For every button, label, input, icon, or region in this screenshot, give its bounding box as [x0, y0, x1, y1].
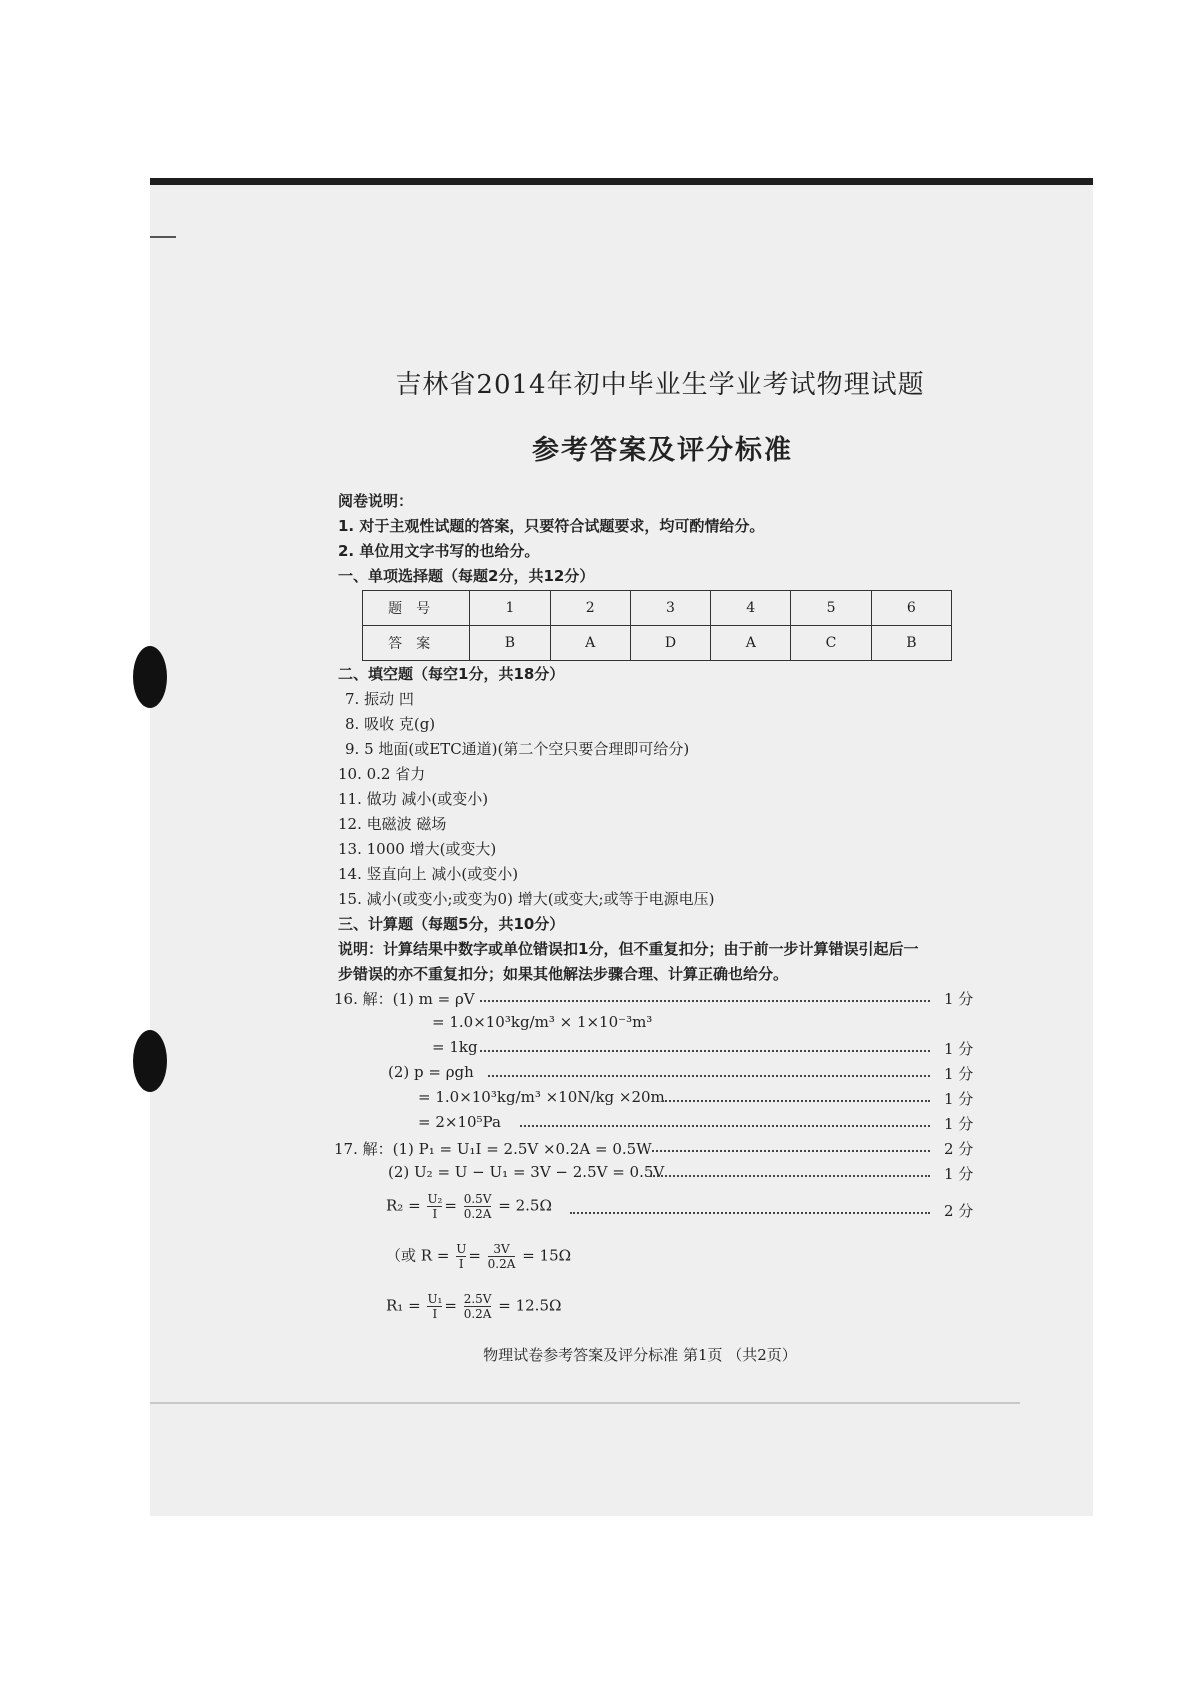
- fill-answer: 10. 0.2 省力: [338, 765, 426, 783]
- table-cell: B: [871, 626, 951, 661]
- leader-dots: [488, 1073, 930, 1077]
- page-footer: 物理试卷参考答案及评分标准 第1页 （共2页）: [483, 1346, 797, 1364]
- table-header-cell: 题号: [363, 591, 470, 626]
- formula-result: = 15Ω: [522, 1246, 572, 1265]
- q16-line: = 1kg: [432, 1038, 478, 1056]
- score-mark: 1 分: [944, 1165, 974, 1183]
- leader-dots: [480, 1048, 930, 1052]
- table-cell: B: [470, 626, 550, 661]
- denominator: 0.2A: [487, 1257, 516, 1271]
- fraction: [456, 1242, 466, 1271]
- denominator: 0.2A: [463, 1207, 492, 1221]
- fill-answer: 13. 1000 增大(或变大): [338, 840, 497, 858]
- formula-lhs: R₁ =: [386, 1296, 421, 1315]
- q16-line: (2) p = ρgh: [388, 1063, 474, 1081]
- fill-answer: 12. 电磁波 磁场: [338, 815, 447, 833]
- numerator: 2.5V: [463, 1292, 492, 1306]
- fraction: [427, 1192, 442, 1221]
- score-mark: 2 分: [944, 1140, 974, 1158]
- calc-note: 步错误的亦不重复扣分；如果其他解法步骤合理、计算正确也给分。: [338, 965, 789, 983]
- formula-lhs: （或 R =: [386, 1246, 450, 1265]
- calc-note: 说明：计算结果中数字或单位错误扣1分，但不重复扣分；由于前一步计算错误引起后一: [338, 940, 919, 958]
- table-header-cell: 答案: [363, 626, 470, 661]
- table-cell: 2: [550, 591, 630, 626]
- leader-dots: [570, 1210, 930, 1214]
- score-mark: 2 分: [944, 1202, 974, 1220]
- numerator: U₂: [427, 1192, 443, 1206]
- table-cell: A: [550, 626, 630, 661]
- table-row: [363, 626, 952, 661]
- fraction: [464, 1192, 492, 1221]
- q16-line: = 1.0×10³kg/m³ ×10N/kg ×20m: [418, 1088, 665, 1106]
- q17-formula: R₁ = $\frac{\text{U₁}}{I}$ = $\frac{2.5V}{0.2A}$ = 12.5Ω: [386, 1292, 562, 1321]
- leader-dots: [650, 1173, 930, 1177]
- table-cell: 6: [871, 591, 951, 626]
- numerator: 3V: [488, 1242, 516, 1257]
- q16-line: = 1.0×10³kg/m³ × 1×10⁻³m³: [432, 1013, 653, 1031]
- formula-lhs: R₂ =: [386, 1196, 421, 1215]
- document-subtitle: 参考答案及评分标准: [532, 435, 793, 466]
- score-mark: 1 分: [944, 1040, 974, 1058]
- numerator: U₁: [427, 1292, 443, 1306]
- formula-result: = 12.5Ω: [498, 1296, 562, 1315]
- document-title: 吉林省2014年初中毕业生学业考试物理试题: [395, 370, 925, 400]
- fill-answer: 15. 减小(或变小;或变为0) 增大(或变大;或等于电源电压): [338, 890, 715, 908]
- table-cell: 4: [711, 591, 791, 626]
- score-mark: 1 分: [944, 1090, 974, 1108]
- section-heading: 二、填空题（每空1分，共18分）: [338, 665, 565, 683]
- q17-formula: （或 R = $\frac{U}{I}$ = $\frac{3V}{0.2A}$ = 15Ω: [386, 1242, 572, 1271]
- numerator: U: [456, 1242, 467, 1256]
- q16-line: 16. 解：(1) m = ρV: [334, 990, 475, 1008]
- denominator: 0.2A: [463, 1307, 492, 1321]
- fraction: [427, 1292, 442, 1321]
- fraction: [488, 1242, 516, 1271]
- score-mark: 1 分: [944, 990, 974, 1008]
- notes-heading: 阅卷说明：: [338, 492, 414, 510]
- section-heading: 三、计算题（每题5分，共10分）: [338, 915, 565, 933]
- table-row: [363, 591, 952, 626]
- table-cell: A: [711, 626, 791, 661]
- answer-table: [362, 590, 952, 661]
- numerator: 0.5V: [463, 1192, 492, 1206]
- fill-answer: 8. 吸收 克(g): [345, 715, 436, 733]
- q17-formula: R₂ = $\frac{\text{U₂}}{I}$ = $\frac{0.5V}{0.2A}$ = 2.5Ω: [386, 1192, 552, 1221]
- leader-dots: [480, 998, 930, 1002]
- table-cell: C: [791, 626, 871, 661]
- note-item: 1. 对于主观性试题的答案，只要符合试题要求，均可酌情给分。: [338, 517, 765, 535]
- denominator: I: [432, 1207, 438, 1221]
- fill-answer: 7. 振动 凹: [345, 690, 414, 708]
- section-heading: 一、单项选择题（每题2分，共12分）: [338, 567, 595, 585]
- fill-answer: 9. 5 地面(或ETC通道)(第二个空只要合理即可给分): [345, 740, 690, 758]
- note-item: 2. 单位用文字书写的也给分。: [338, 542, 540, 560]
- formula-result: = 2.5Ω: [498, 1196, 552, 1215]
- denominator: I: [458, 1257, 464, 1271]
- leader-dots: [662, 1098, 930, 1102]
- leader-dots: [520, 1123, 930, 1127]
- table-cell: 1: [470, 591, 550, 626]
- denominator: I: [432, 1307, 438, 1321]
- q17-line: 17. 解：(1) P₁ = U₁I = 2.5V ×0.2A = 0.5W: [334, 1140, 652, 1158]
- fill-answer: 11. 做功 减小(或变小): [338, 790, 489, 808]
- table-cell: 5: [791, 591, 871, 626]
- q17-line: (2) U₂ = U − U₁ = 3V − 2.5V = 0.5V: [388, 1163, 665, 1181]
- score-mark: 1 分: [944, 1115, 974, 1133]
- score-mark: 1 分: [944, 1065, 974, 1083]
- fill-answer: 14. 竖直向上 减小(或变小): [338, 865, 519, 883]
- table-cell: 3: [630, 591, 710, 626]
- leader-dots: [652, 1148, 930, 1152]
- fraction: [464, 1292, 492, 1321]
- q16-line: = 2×10⁵Pa: [418, 1113, 501, 1131]
- table-cell: D: [630, 626, 710, 661]
